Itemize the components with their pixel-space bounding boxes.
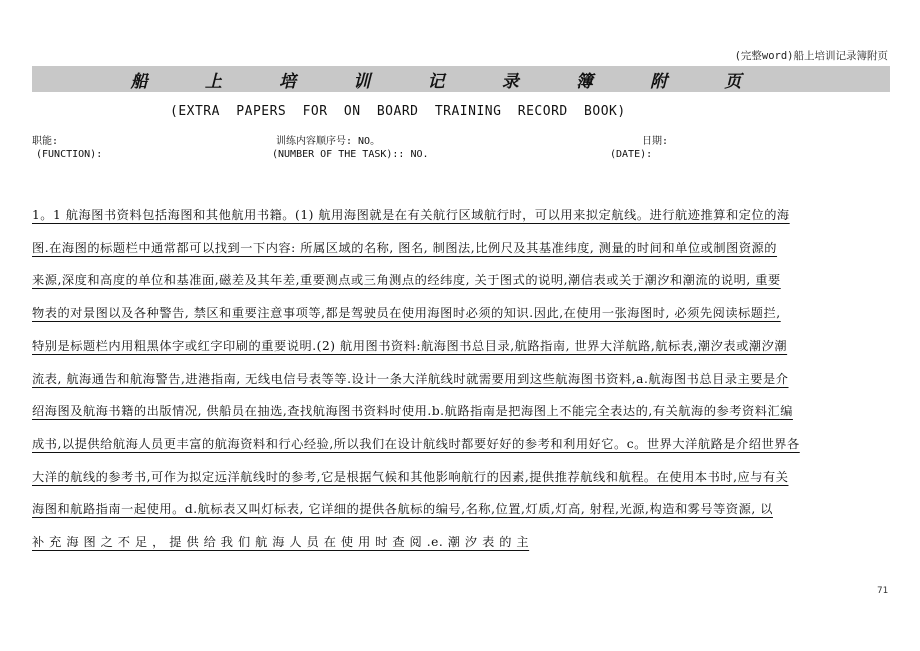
function-label: 职能: (32, 136, 59, 147)
field-row-english (32, 149, 890, 163)
body-line: 大洋的航线的参考书,可作为拟定远洋航线时的参考,它是根据气候和其他影响航行的因素,提供推荐航线和航程。在使用本书时,应与有关 (32, 469, 789, 484)
title-char: 船 (130, 71, 148, 92)
date-label: 日期: (642, 136, 669, 147)
title-char: 簿 (575, 71, 593, 92)
title-bar (32, 66, 890, 92)
title-char: 录 (501, 71, 519, 92)
body-text (32, 199, 890, 559)
body-line: 来源,深度和高度的单位和基准面,磁差及其年差,重要测点或三角测点的经纬度, 关于图式的说明,潮信表或关于潮汐和潮流的说明, 重要 (32, 273, 781, 288)
body-line: 海图和航路指南一起使用。d.航标表又叫灯标表, 它详细的提供各航标的编号,名称,位置,灯质,灯高, 射程,光源,构造和雾号等资源, 以 (32, 502, 773, 517)
body-line: 1。1 航海图书资料包括海图和其他航用书籍。(1) 航用海图就是在有关航行区域航行时，可以用来拟定航线。进行航迹推算和定位的海 (32, 208, 790, 222)
body-line: 图.在海图的标题栏中通常都可以找到一下内容: 所属区域的名称, 图名, 制图法,比例尺及其基准纬度, 测量的时间和单位或制图资源的 (32, 240, 778, 255)
document-header: (完整word)船上培训记录簿附页 (734, 50, 888, 62)
page-number: 71 (877, 586, 888, 596)
title-char: 记 (427, 71, 445, 92)
task-number-label: 训练内容顺序号: NO。 (276, 136, 381, 147)
body-line: 补 充 海 图 之 不 足 ， 提 供 给 我 们 航 海 人 员 在 使 用 时 查 阅 .e. 潮 汐 表 的 主 (32, 535, 530, 550)
title-char: 附 (650, 71, 668, 92)
body-line: 特别是标题栏内用粗黑体字或红字印刷的重要说明.(2) 航用图书资料:航海图书总目录,航路指南, 世界大洋航路,航标表,潮汐表或潮汐潮 (32, 338, 788, 353)
body-line: 流表, 航海通告和航海警告,进港指南, 无线电信号表等等.设计一条大洋航线时就需要用到这些航海图书资料,a.航海图书总目录主要是介 (32, 371, 789, 386)
body-line: 物表的对景图以及各种警告, 禁区和重要注意事项等,都是驾驶员在使用海图时必须的知识.因此,在使用一张海图时, 必须先阅读标题拦, (32, 306, 781, 321)
title-char: 训 (353, 71, 371, 92)
body-line: 成书,以提供给航海人员更丰富的航海资料和行心经验,所以我们在设计航线时都要好好的参考和利用好它。c。世界大洋航路是介绍世界各 (32, 436, 800, 451)
body-line: 绍海图及航海书籍的出版情况, 供船员在抽选,查找航海图书资料时使用.b.航路指南是把海图上不能完全表达的,有关航海的参考资料汇编 (32, 404, 793, 419)
subtitle: (EXTRA PAPERS FOR ON BOARD TRAINING RECORD BOOK) (170, 104, 626, 119)
task-number-label-en: (NUMBER OF THE TASK):: NO. (272, 149, 429, 160)
title-char: 页 (724, 71, 742, 92)
field-row-chinese (32, 132, 890, 146)
date-label-en: (DATE): (610, 149, 653, 160)
title-char: 培 (279, 71, 297, 92)
title-char: 上 (204, 71, 222, 92)
function-label-en: (FUNCTION): (36, 149, 103, 160)
